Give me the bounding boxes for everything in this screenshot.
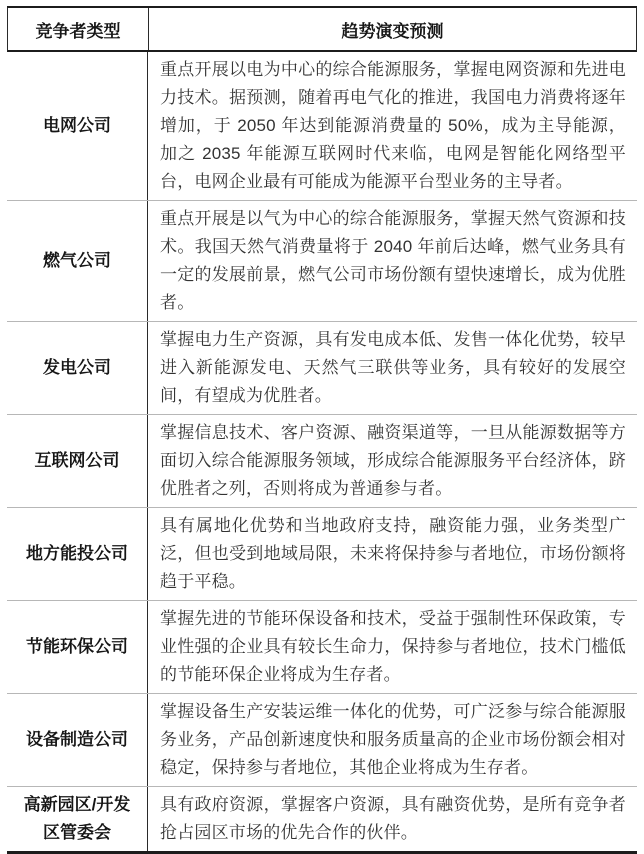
competitor-type-cell: 设备制造公司 — [7, 694, 148, 786]
trend-text-cell: 具有属地化优势和当地政府支持，融资能力强，业务类型广泛，但也受到地域局限，未来将保持参与者地位，市场份额将趋于平稳。 — [160, 516, 626, 591]
trend-text-cell: 掌握信息技术、客户资源、融资渠道等，一旦从能源数据等方面切入综合能源服务领域，形成综合能源服务平台经济体，跻优胜者之列，否则将成为普通参与者。 — [160, 423, 626, 498]
competitor-type-cell: 燃气公司 — [7, 201, 148, 321]
header-competitor-type: 竞争者类型 — [8, 8, 149, 50]
competitor-type-cell: 节能环保公司 — [7, 601, 148, 693]
table-row — [7, 508, 637, 601]
table-row — [7, 415, 637, 508]
competitor-type-cell: 电网公司 — [7, 52, 148, 200]
table-header-row — [7, 8, 637, 52]
table-row — [7, 694, 637, 787]
trend-text-cell: 具有政府资源，掌握客户资源，具有融资优势，是所有竞争者抢占园区市场的优先合作的伙伴。 — [160, 795, 626, 842]
trend-text-cell: 掌握电力生产资源，具有发电成本低、发售一体化优势，较早进入新能源发电、天然气三联供等业务，具有较好的发展空间，有望成为优胜者。 — [160, 330, 626, 405]
table-row — [7, 322, 637, 415]
trend-text-cell: 重点开展以电为中心的综合能源服务，掌握电网资源和先进电力技术。据预测，随着再电气化的推进，我国电力消费将逐年增加，于 2050 年达到能源消费量的 50%，成为主导能源，加之 2035 年能源互联网时代来临，电网是智能化网络型平台，电网企业最有可能成为能源平台型业务的主导者。 — [160, 60, 626, 191]
trend-text-cell: 掌握先进的节能环保设备和技术，受益于强制性环保政策，专业性强的企业具有较长生命力，保持参与者地位，技术门槛低的节能环保企业将成为生存者。 — [160, 609, 626, 684]
competitor-trend-table — [7, 6, 637, 854]
trend-text-cell: 重点开展是以气为中心的综合能源服务，掌握天然气资源和技术。我国天然气消费量将于 2040 年前后达峰，燃气业务具有一定的发展前景，燃气公司市场份额有望快速增长，成为优胜者。 — [160, 209, 626, 312]
competitor-type-cell: 互联网公司 — [7, 415, 148, 507]
competitor-type-cell: 发电公司 — [7, 322, 148, 414]
table-row — [7, 787, 637, 851]
competitor-type-cell: 高新园区/开发区管委会 — [7, 787, 148, 851]
header-trend-prediction: 趋势演变预测 — [341, 21, 444, 41]
trend-text-cell: 掌握设备生产安装运维一体化的优势，可广泛参与综合能源服务业务，产品创新速度快和服务质量高的企业市场份额会相对稳定，保持参与者地位，其他企业将成为生存者。 — [160, 702, 626, 777]
table-row — [7, 52, 637, 201]
table-row — [7, 201, 637, 322]
table-row — [7, 601, 637, 694]
competitor-type-cell: 地方能投公司 — [7, 508, 148, 600]
